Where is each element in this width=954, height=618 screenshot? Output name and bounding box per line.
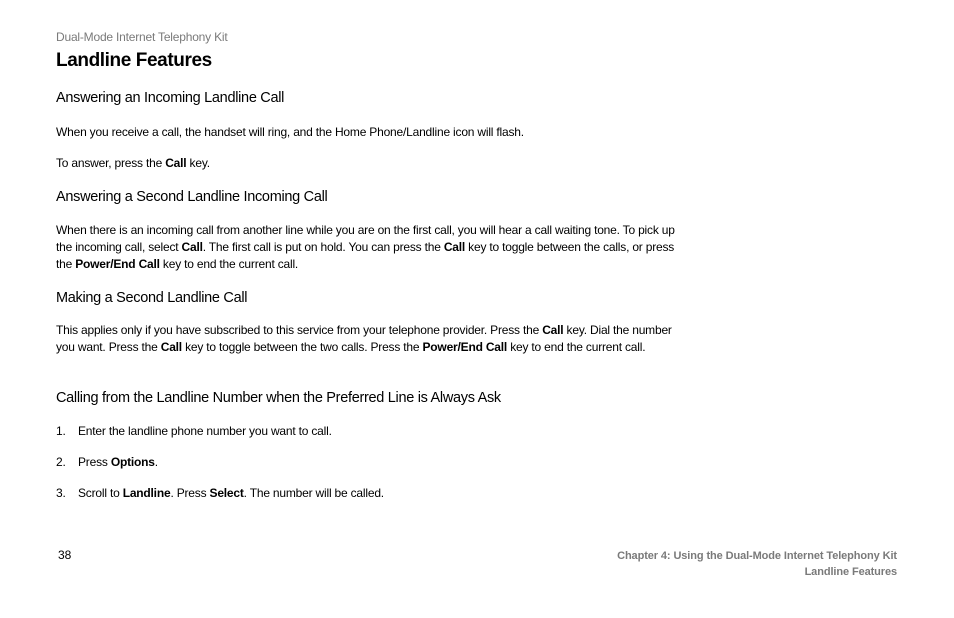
section-always-ask <box>56 390 676 406</box>
paragraph <box>56 155 676 172</box>
section-heading: Answering a Second Landline Incoming Call <box>56 189 328 205</box>
section-answering-incoming <box>56 90 676 106</box>
section-second-incoming <box>56 189 676 205</box>
footer-chapter <box>617 548 897 580</box>
paragraph-text: When there is an incoming call from another line while you are on the first call, you will hear a call waiting tone. To pick up the incoming call, select Call. The first call is put on hold. You can press the Call key to toggle between the calls, or press the Power/End Call key to end the current call. <box>56 223 675 271</box>
section-heading: Calling from the Landline Number when the Preferred Line is Always Ask <box>56 390 501 406</box>
footer-section-title: Landline Features <box>804 566 897 578</box>
paragraph-text: To answer, press the Call key. <box>56 156 210 170</box>
list-item: 3. Scroll to Landline. Press Select. The number will be called. <box>56 486 384 500</box>
section-making-second <box>56 290 676 306</box>
section-heading: Answering an Incoming Landline Call <box>56 90 285 106</box>
paragraph <box>56 322 676 356</box>
page-number: 38 <box>58 548 72 562</box>
paragraph <box>56 124 676 141</box>
paragraph-text: When you receive a call, the handset will ring, and the Home Phone/Landline icon will flash. <box>56 125 524 139</box>
page-title: Landline Features <box>56 50 212 71</box>
paragraph <box>56 222 676 273</box>
list-item: 1. Enter the landline phone number you want to call. <box>56 424 332 438</box>
paragraph-text: This applies only if you have subscribed to this service from your telephone provider. Press the Call key. Dial the number you want. Press the Call key to toggle between the two calls. Press the Power/End Call key to end the current call. <box>56 323 672 354</box>
section-heading: Making a Second Landline Call <box>56 290 248 306</box>
footer-chapter-title: Chapter 4: Using the Dual-Mode Internet Telephony Kit <box>617 550 897 562</box>
running-head: Dual-Mode Internet Telephony Kit <box>56 30 228 44</box>
list-item: 2. Press Options. <box>56 455 158 469</box>
